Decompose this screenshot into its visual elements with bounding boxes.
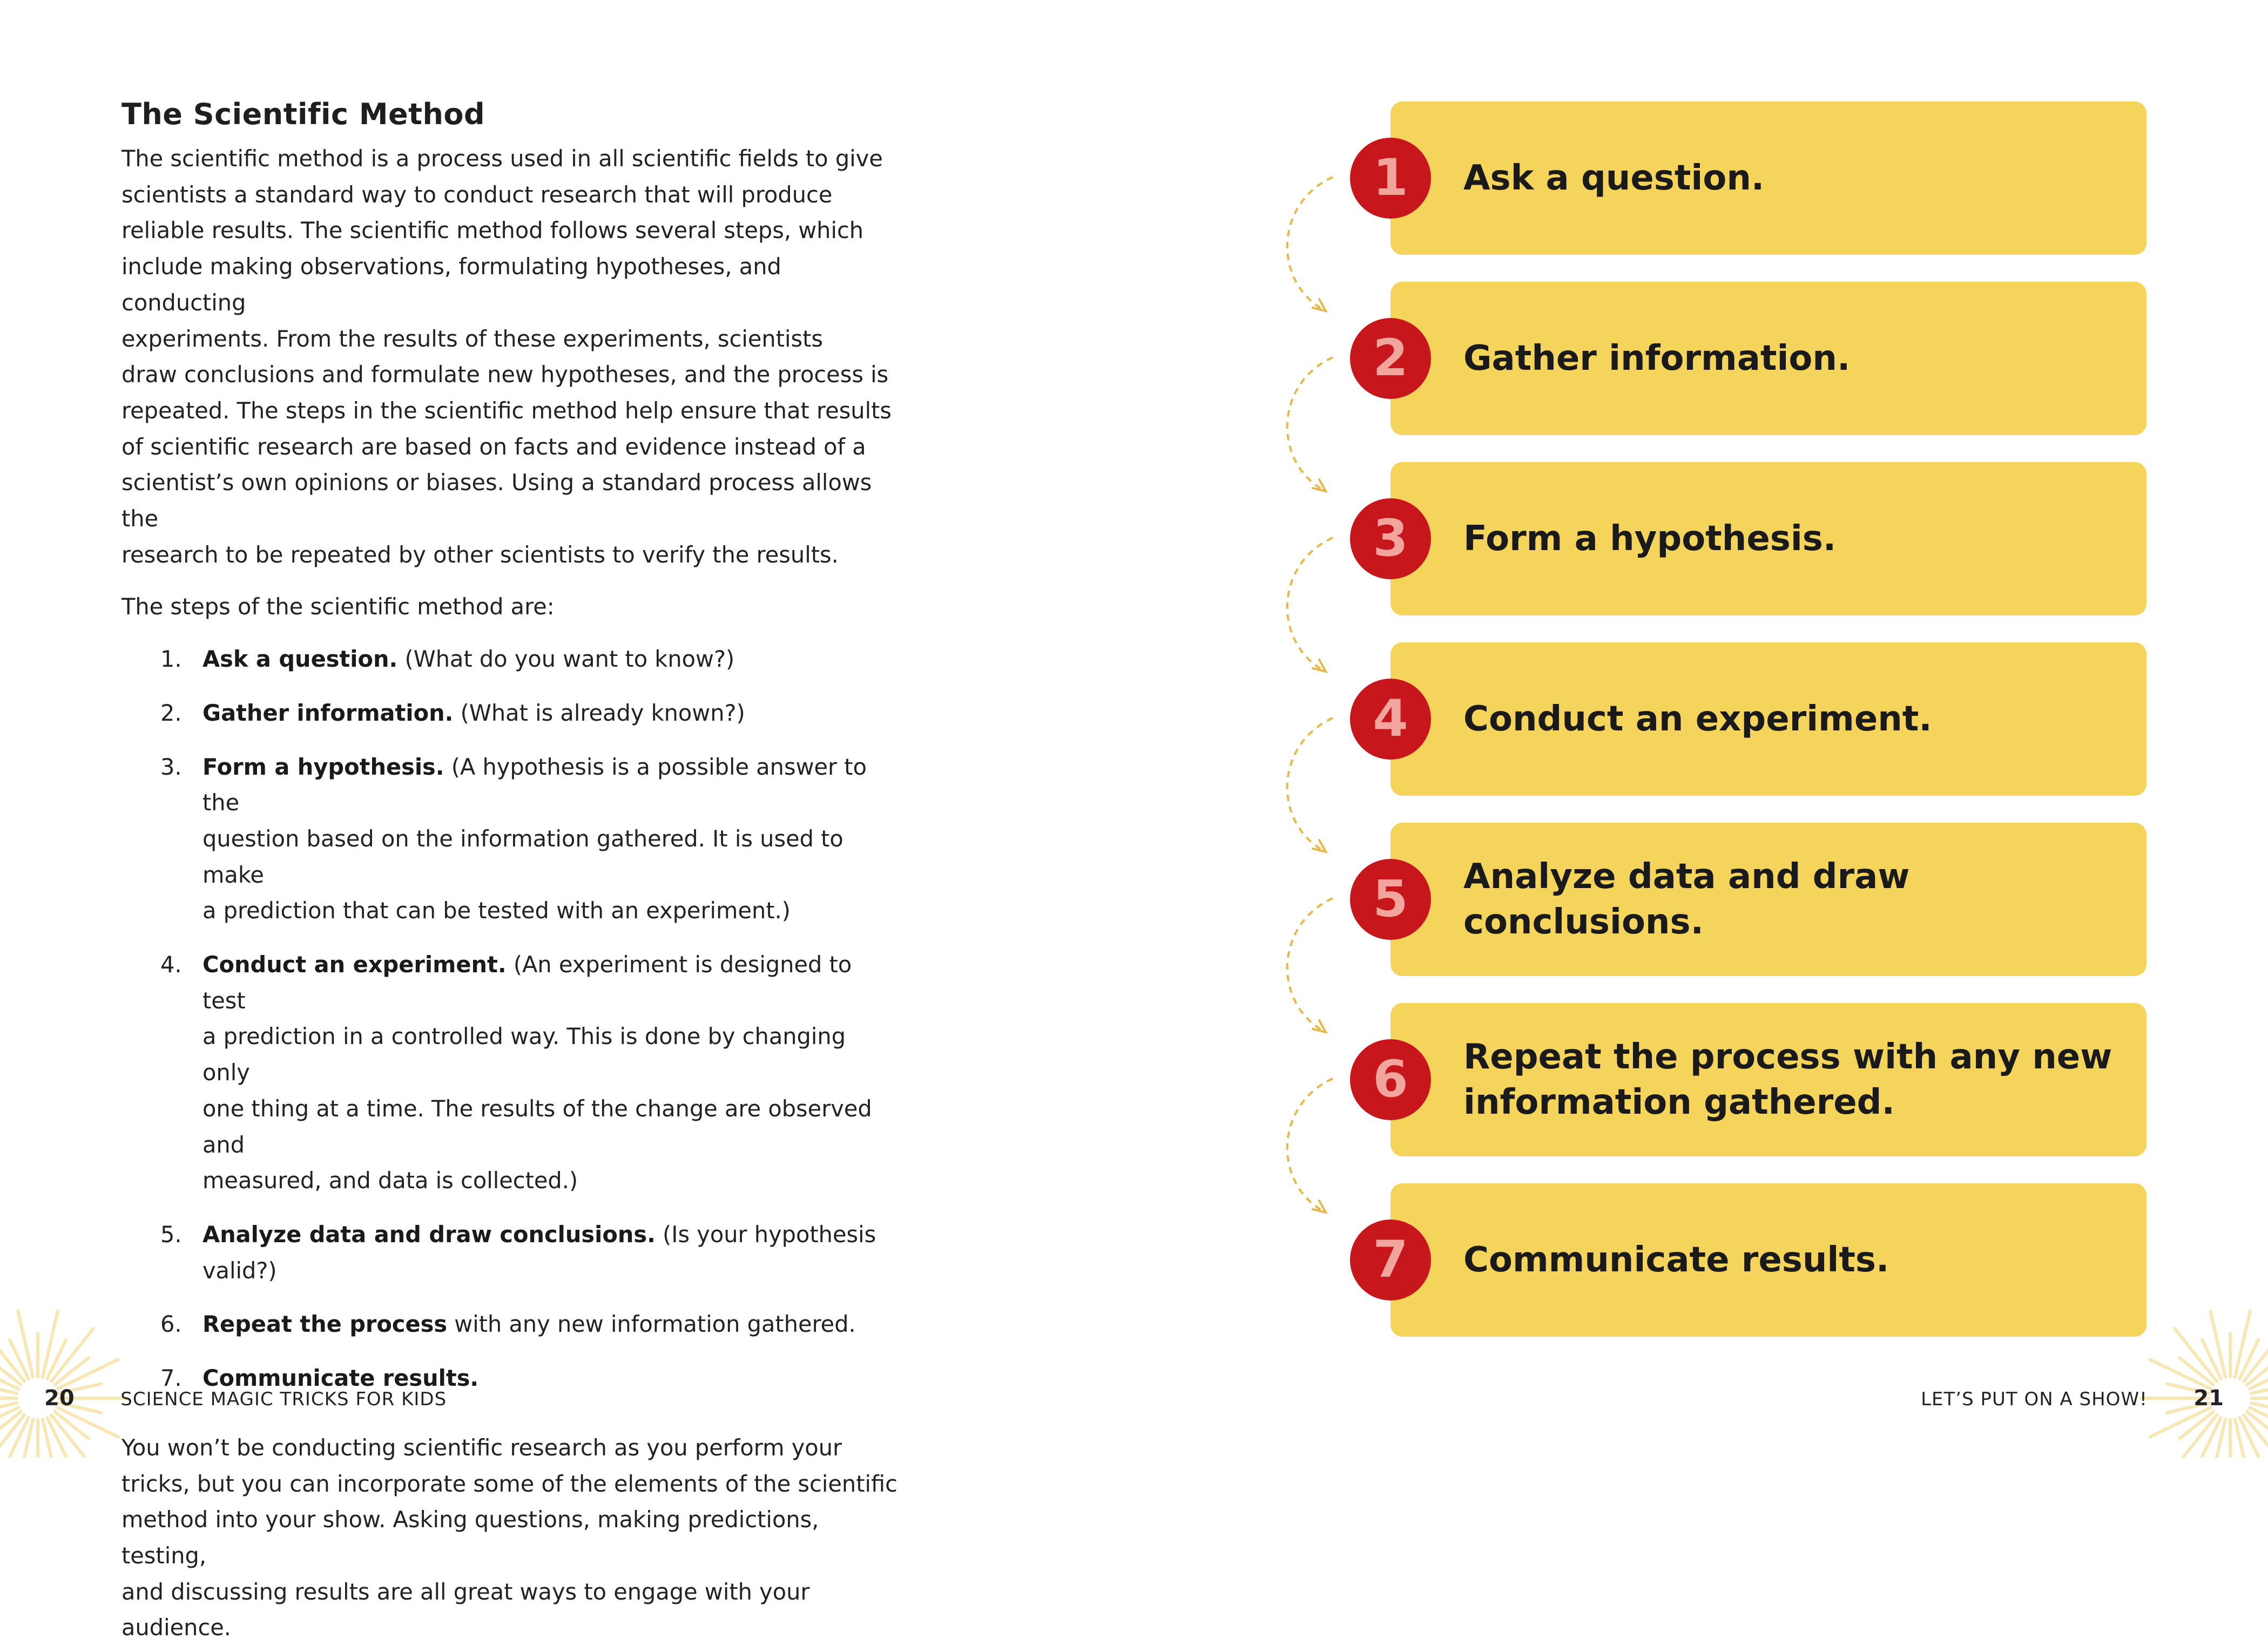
step-description: (An experiment is designed to test <box>202 951 852 1014</box>
step-number: 5. <box>160 1221 182 1248</box>
text-line: You won’t be conducting scientific research as you perform your <box>122 1434 842 1461</box>
step-title: Gather information. <box>202 699 454 726</box>
text-line: draw conclusions and formulate new hypotheses, and the process is <box>122 361 889 388</box>
step-description: question based on the information gathered. It is used to make <box>202 825 843 888</box>
step-card-line: Conduct an experiment. <box>1463 699 1932 739</box>
step-description: (Is your hypothesis valid?) <box>202 1221 876 1284</box>
text-line: and discussing results are all great ways to engage with your audience. <box>122 1578 810 1641</box>
sunburst-ray <box>0 1329 24 1381</box>
page-number-right: 21 <box>2193 1386 2224 1411</box>
step-title: Conduct an experiment. <box>202 951 507 978</box>
step-description: a prediction in a controlled way. This is done by changing only <box>202 1023 846 1086</box>
footer-right <box>1921 1386 2224 1411</box>
text-line: experiments. From the results of these experiments, scientists <box>122 325 824 352</box>
section-heading: The Scientific Method <box>122 97 485 131</box>
step-number-badge: 6 <box>1350 1039 1431 1120</box>
text-line: method into your show. Asking questions, making predictions, testing, <box>122 1506 819 1569</box>
step-description: (What do you want to know?) <box>397 646 735 673</box>
text-line: repeated. The steps in the scientific method help ensure that results <box>122 397 892 424</box>
outro-paragraph <box>122 1430 899 1646</box>
step-number-badge: 2 <box>1350 318 1431 399</box>
text-line: include making observations, formulating hypotheses, and conducting <box>122 253 781 316</box>
text-line: research to be repeated by other scientists to verify the results. <box>122 541 839 568</box>
step-card-line: Gather information. <box>1463 338 1851 378</box>
text-line: tricks, but you can incorporate some of the elements of the scientific <box>122 1470 897 1497</box>
step-number: 2. <box>160 699 182 726</box>
step-card-line: information gathered. <box>1463 1082 1895 1122</box>
step-description: with any new information gathered. <box>447 1311 856 1338</box>
sunburst-ray <box>2235 1311 2250 1377</box>
step-card-line: Ask a question. <box>1463 158 1765 198</box>
steps-intro: The steps of the scientific method are: <box>122 593 555 620</box>
step-number: 7. <box>160 1365 182 1392</box>
footer-left <box>44 1386 447 1411</box>
page-number-left: 20 <box>44 1386 75 1411</box>
step-number: 6. <box>160 1311 182 1338</box>
step-title: Ask a question. <box>202 646 398 673</box>
step-title: Communicate results. <box>202 1365 479 1392</box>
step-card-line: Communicate results. <box>1463 1240 1889 1280</box>
running-title-left: SCIENCE MAGIC TRICKS FOR KIDS <box>120 1388 447 1410</box>
step-number: 3. <box>160 753 182 780</box>
step-number: 4. <box>160 951 182 978</box>
step-description: one thing at a time. The results of the change are observed and <box>202 1095 872 1158</box>
step-number-badge: 5 <box>1350 859 1431 940</box>
text-line: The scientific method is a process used in all scientific fields to give <box>122 145 883 172</box>
step-number-badge: 7 <box>1350 1220 1431 1300</box>
step-title: Repeat the process <box>202 1311 448 1338</box>
step-description: (A hypothesis is a possible answer to the <box>202 753 867 816</box>
step-description: measured, and data is collected.) <box>202 1167 578 1194</box>
text-line: scientists a standard way to conduct research that will produce <box>122 181 833 208</box>
sunburst-ray <box>2210 1311 2225 1377</box>
text-line: reliable results. The scientific method follows several steps, which <box>122 217 864 244</box>
step-card-line: Analyze data and draw conclusions. <box>1463 857 1910 942</box>
step-description: a prediction that can be tested with an experiment.) <box>202 897 791 924</box>
text-line: of scientific research are based on facts and evidence instead of a <box>122 433 866 460</box>
step-title: Form a hypothesis. <box>202 753 444 780</box>
step-number-badge: 3 <box>1350 498 1431 579</box>
step-number: 1. <box>160 646 182 673</box>
step-description: (What is already known?) <box>453 699 745 726</box>
step-number-badge: 4 <box>1350 679 1431 760</box>
step-card-line: Form a hypothesis. <box>1463 519 1837 559</box>
step-card-line: Repeat the process with any new <box>1463 1037 2112 1077</box>
text-line: scientist’s own opinions or biases. Using a standard process allows the <box>122 469 872 532</box>
sunburst-ray <box>2244 1329 2268 1381</box>
step-number-badge: 1 <box>1350 138 1431 219</box>
running-title-right: LET’S PUT ON A SHOW! <box>1921 1388 2148 1410</box>
sunburst-ray <box>18 1311 33 1377</box>
step-title: Analyze data and draw conclusions. <box>202 1221 656 1248</box>
sunburst-ray <box>43 1311 58 1377</box>
